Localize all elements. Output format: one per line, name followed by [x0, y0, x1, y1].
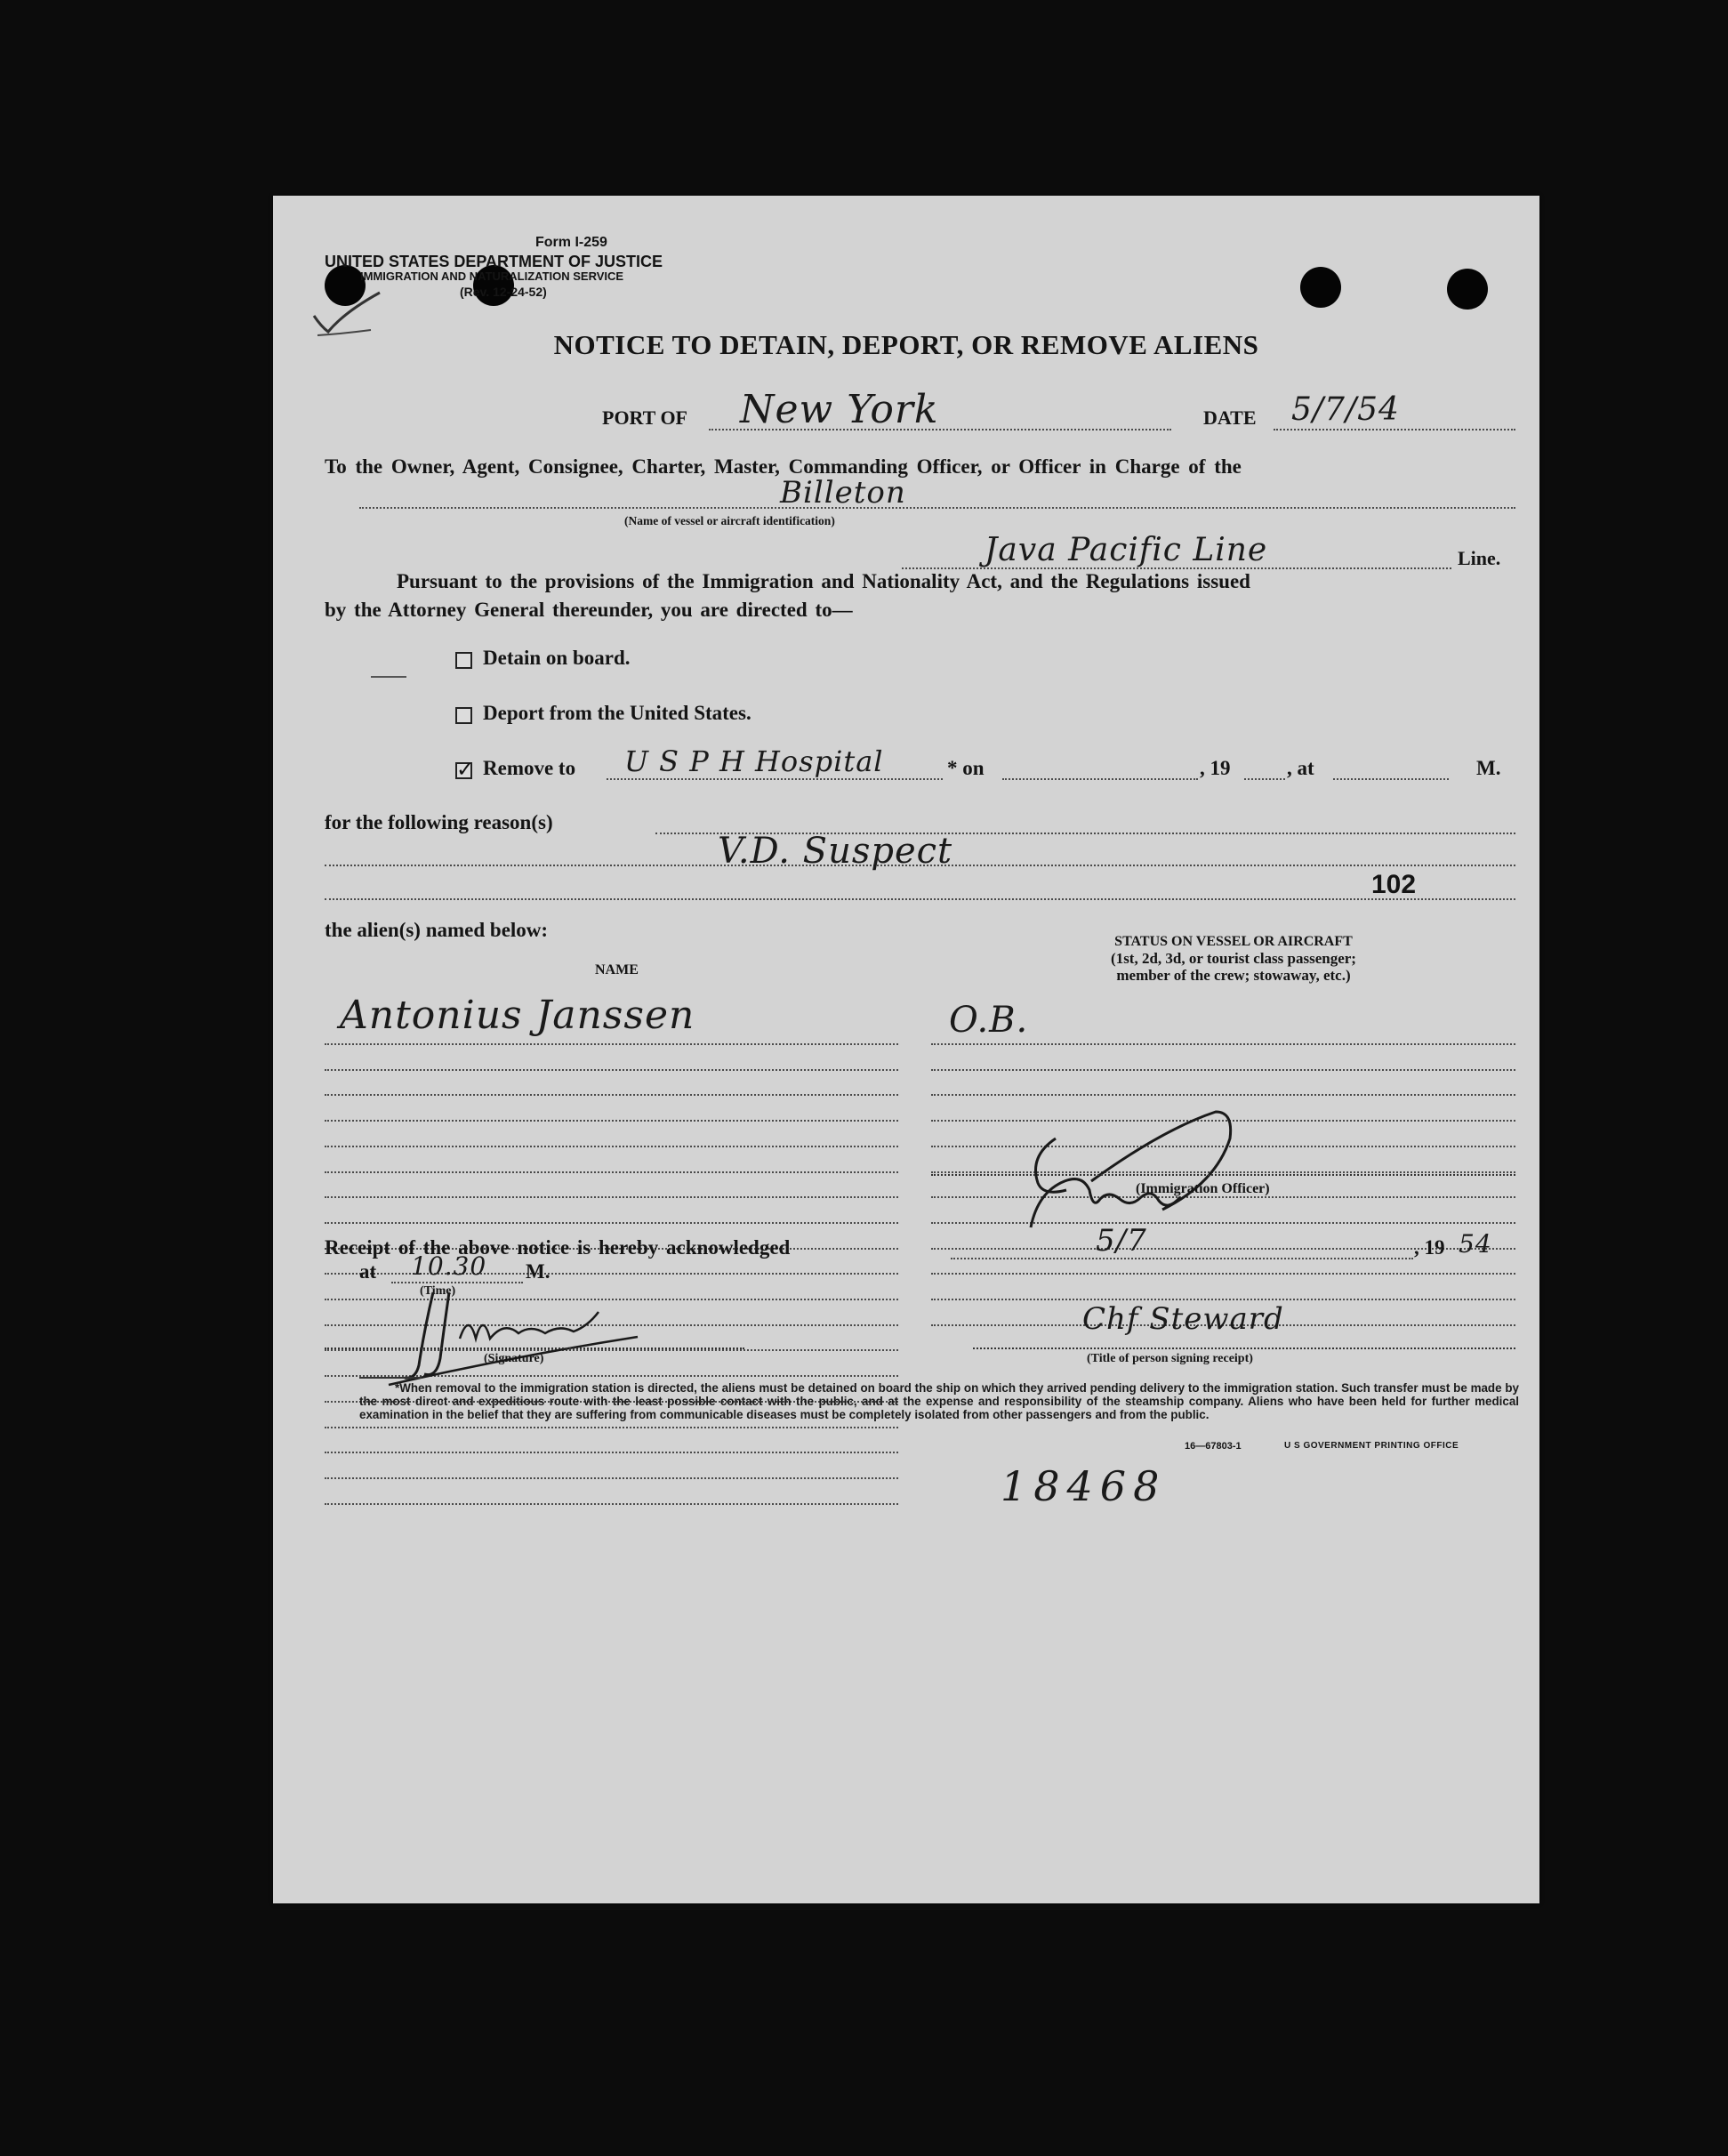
receipt-year-value: 54	[1459, 1229, 1492, 1259]
vessel-field-value: Billeton	[780, 475, 906, 511]
line-field-value: Java Pacific Line	[985, 532, 1268, 568]
officer-caption: (Immigration Officer)	[1136, 1181, 1270, 1196]
reason-number: 102	[1371, 870, 1417, 899]
alien-status-line	[931, 1273, 1515, 1275]
printing-office: U S GOVERNMENT PRINTING OFFICE	[1284, 1441, 1459, 1451]
alien-name-line	[325, 1069, 898, 1071]
receiver-title-line	[973, 1348, 1515, 1349]
status-column-subheader-2: member of the crew; stowaway, etc.)	[1116, 967, 1351, 984]
alien-name-value: Antonius Janssen	[340, 993, 695, 1038]
receipt-year-label: , 19	[1414, 1236, 1445, 1259]
footnote-text: *When removal to the immigration station is directed, the aliens must be detained on board the ship on which they arrived pending delivery to the immigration station. Such transfer must be made by the most direct and expeditious route with the least possible contact with the public, and at the expense and responsibility of the steamship company. Aliens who have been held for further medical examination in the belief that they are suffering from communicable diseases must be completely isolated from other passengers and from the public.	[359, 1381, 1519, 1421]
alien-name-line	[325, 1427, 898, 1428]
punch-hole-right-2	[1447, 269, 1488, 310]
alien-name-line	[325, 1452, 898, 1453]
receipt-m-label: M.	[526, 1260, 551, 1283]
remove-on-field-line	[1002, 778, 1198, 780]
receipt-time-caption: (Time)	[420, 1284, 456, 1298]
alien-name-line	[325, 1171, 898, 1173]
remove-on-label: * on	[947, 757, 985, 779]
receiver-title-value: Chf Steward	[1082, 1301, 1284, 1337]
status-column-subheader-1: (1st, 2d, 3d, or tourist class passenger;	[1111, 950, 1356, 967]
alien-status-line	[931, 1043, 1515, 1045]
remove-m-label: M.	[1476, 757, 1501, 779]
date-field-value: 5/7/54	[1291, 391, 1400, 428]
remove-time-field-line	[1333, 778, 1449, 780]
alien-status-line	[931, 1069, 1515, 1071]
form-revision: (Rev. 12-24-52)	[460, 285, 547, 299]
date-label: DATE	[1203, 406, 1257, 429]
officer-signature	[985, 1085, 1251, 1232]
receipt-time-field-line	[391, 1282, 523, 1283]
alien-name-line	[325, 1043, 898, 1045]
receipt-date-value: 5/7	[1096, 1223, 1147, 1259]
remove-at-label: , at	[1287, 757, 1314, 779]
form-number: Form I-259	[535, 235, 607, 250]
alien-status-line	[931, 1299, 1515, 1300]
printing-code: 16—67803-1	[1185, 1441, 1242, 1452]
reason-field-line-3	[325, 898, 1515, 900]
officer-signature-line	[931, 1174, 1515, 1176]
aliens-label: the alien(s) named below:	[325, 919, 549, 941]
alien-name-line	[325, 1222, 898, 1224]
detain-on-board-checkbox[interactable]	[455, 652, 472, 669]
remove-year-label: , 19	[1200, 757, 1231, 779]
page-title: NOTICE TO DETAIN, DEPORT, OR REMOVE ALIENS	[553, 329, 1259, 360]
receiver-signature-line	[325, 1348, 744, 1349]
reason-label: for the following reason(s)	[325, 811, 553, 833]
receiver-signature-caption: (Signature)	[484, 1352, 544, 1365]
name-column-header: NAME	[595, 962, 639, 977]
alien-name-line	[325, 1120, 898, 1122]
status-column-header: STATUS ON VESSEL OR AIRCRAFT	[1114, 934, 1353, 949]
remove-to-label: Remove to	[483, 757, 576, 779]
addressee-text: To the Owner, Agent, Consignee, Charter, Master, Commanding Officer, or Officer in Charge of the	[325, 455, 1242, 478]
vessel-field-line	[359, 507, 1515, 509]
receiver-title-caption: (Title of person signing receipt)	[1087, 1352, 1253, 1365]
port-label: PORT OF	[602, 406, 687, 429]
deport-label: Deport from the United States.	[483, 702, 751, 724]
detain-on-board-label: Detain on board.	[483, 647, 631, 669]
remove-to-field-line	[607, 778, 943, 780]
punch-hole-right-1	[1300, 267, 1341, 308]
alien-name-line	[325, 1196, 898, 1198]
reason-field-value: V.D. Suspect	[718, 831, 953, 872]
alien-name-line	[325, 1094, 898, 1096]
receipt-text: Receipt of the above notice is hereby acknowledged	[325, 1236, 791, 1259]
alien-name-line	[325, 1146, 898, 1147]
alien-status-value: O.B.	[949, 1000, 1029, 1041]
receipt-at-label: at	[359, 1260, 377, 1283]
dash-mark	[371, 676, 406, 678]
remove-to-checkbox[interactable]	[455, 762, 472, 779]
alien-name-line	[325, 1503, 898, 1505]
port-field-value: New York	[740, 387, 939, 432]
file-number: 18468	[1001, 1462, 1167, 1510]
service-name: IMMIGRATION AND NATURALIZATION SERVICE	[360, 270, 624, 283]
department-name: UNITED STATES DEPARTMENT OF JUSTICE	[325, 253, 663, 270]
form-sheet	[273, 196, 1539, 1903]
remove-to-field-value: U S P H Hospital	[624, 744, 884, 778]
vessel-caption: (Name of vessel or aircraft identification)	[624, 514, 835, 527]
pursuant-text-line-2: by the Attorney General thereunder, you are directed to—	[325, 599, 853, 621]
footnote-rule	[359, 1377, 422, 1379]
pursuant-text-line-1: Pursuant to the provisions of the Immigration and Nationality Act, and the Regulations issued	[397, 570, 1250, 592]
date-field-line	[1274, 429, 1515, 430]
line-label: Line.	[1458, 547, 1501, 569]
alien-name-line	[325, 1477, 898, 1479]
receipt-date-field-line	[951, 1258, 1413, 1259]
receipt-time-value: 10.30	[411, 1251, 487, 1281]
deport-checkbox[interactable]	[455, 707, 472, 724]
remove-year-field-line	[1244, 778, 1285, 780]
